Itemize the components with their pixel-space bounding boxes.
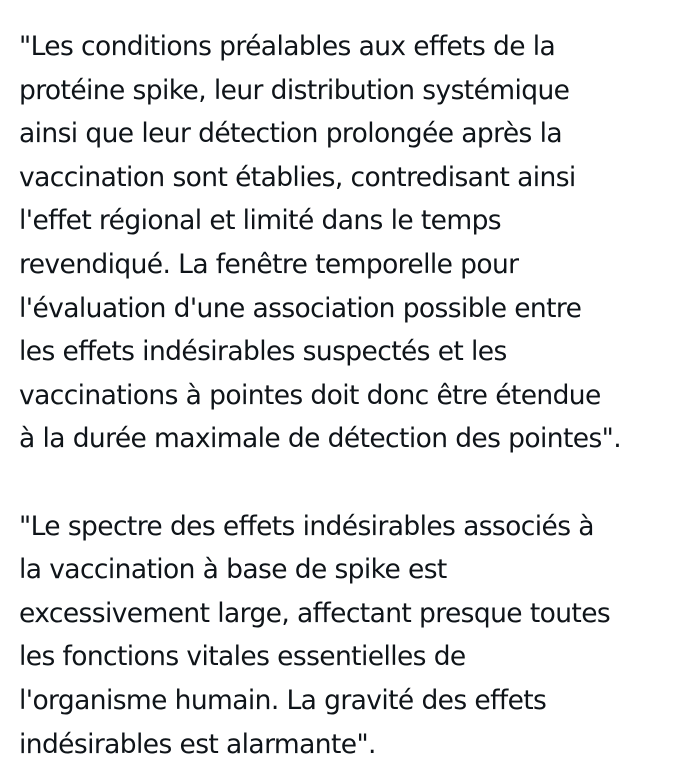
post-text [19,25,679,766]
text-line: vaccinations à pointes doit donc être étendue [19,379,601,411]
text-line: la vaccination à base de spike est [19,554,447,586]
paragraph-spacer [19,461,679,505]
text-line: "Le spectre des effets indésirables associés à [19,510,594,542]
text-line: revendiqué. La fenêtre temporelle pour [19,248,519,280]
quote-paragraph-2 [19,505,679,767]
text-line: indésirables est alarmante". [19,728,376,760]
text-line: excessivement large, affectant presque toutes [19,597,611,629]
text-line: à la durée maximale de détection des pointes". [19,423,622,455]
text-line: l'effet régional et limité dans le temps [19,205,502,237]
text-line: "Les conditions préalables aux effets de la [19,31,556,62]
text-line: vaccination sont établies, contredisant ainsi [19,161,576,193]
text-line: les fonctions vitales essentielles de [19,641,466,673]
text-line: protéine spike, leur distribution systémique [19,74,570,106]
text-line: ainsi que leur détection prolongée après la [19,118,562,150]
text-line: les effets indésirables suspectés et les [19,336,507,368]
quote-paragraph-1 [19,25,679,461]
text-line: l'évaluation d'une association possible entre [19,292,582,324]
text-line: l'organisme humain. La gravité des effets [19,684,547,716]
